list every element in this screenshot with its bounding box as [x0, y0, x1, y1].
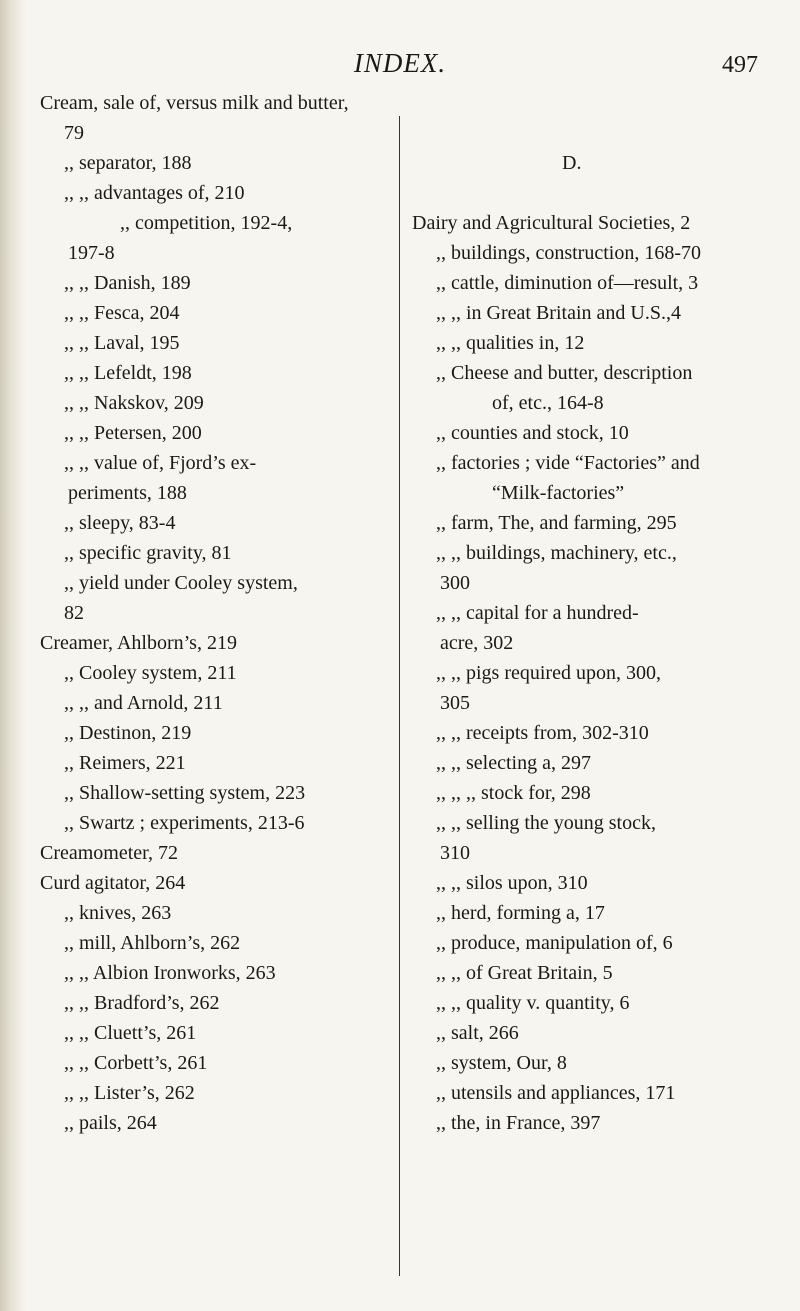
index-entry [412, 748, 762, 778]
index-entry [40, 658, 390, 688]
index-entry-text: ,, knives, 263 [64, 902, 172, 924]
index-entry-text: ,, ,, selling the young stock, [436, 812, 656, 834]
index-entry [40, 688, 390, 718]
index-entry [40, 1048, 390, 1078]
index-entry-text: ,, Destinon, 219 [64, 722, 192, 744]
index-entry-text: ,, ,, Laval, 195 [64, 332, 180, 354]
index-entry-text: ,, factories ; vide “Factories” and [436, 452, 700, 474]
index-entry [412, 598, 762, 628]
index-entry [40, 928, 390, 958]
index-entry [40, 868, 390, 898]
index-entry [40, 508, 390, 538]
index-entry [412, 538, 762, 568]
index-entry [412, 448, 762, 478]
index-entry-text: ,, the, in France, 397 [436, 1112, 601, 1134]
index-entry [412, 388, 762, 418]
index-entry-text: ,, Reimers, 221 [64, 752, 186, 774]
index-entry-text: ,, ,, Danish, 189 [64, 272, 191, 294]
index-entry-text: ,, sleepy, 83-4 [64, 512, 176, 534]
index-entry [412, 568, 762, 598]
index-entry [412, 478, 762, 508]
index-entry-text: ,, ,, Lefeldt, 198 [64, 362, 192, 384]
index-entry-text: “Milk-factories” [492, 482, 625, 504]
index-entry-text: ,, ,, and Arnold, 211 [64, 692, 223, 714]
index-column-left [40, 88, 390, 1138]
index-entry [412, 868, 762, 898]
index-entry-text: ,, salt, 266 [436, 1022, 519, 1044]
index-entry-text: ,, yield under Cooley system, [64, 572, 298, 594]
index-entry [412, 298, 762, 328]
index-entry-text: ,, ,, Albion Ironworks, 263 [64, 962, 276, 984]
index-entry [40, 208, 390, 238]
index-entry [412, 178, 762, 208]
index-entry [412, 958, 762, 988]
index-entry-text: ,, Shallow-setting system, 223 [64, 782, 306, 804]
index-entry [412, 988, 762, 1018]
index-entry [40, 568, 390, 598]
index-entry [40, 1018, 390, 1048]
index-entry [40, 178, 390, 208]
index-entry [40, 778, 390, 808]
index-entry [40, 748, 390, 778]
index-entry [40, 538, 390, 568]
index-entry-text: ,, ,, Corbett’s, 261 [64, 1052, 208, 1074]
index-entry-text: periments, 188 [68, 482, 187, 504]
index-entry-text: Creamer, Ahlborn’s, 219 [40, 632, 237, 654]
index-entry-text: Creamometer, 72 [40, 842, 179, 864]
index-entry [40, 238, 390, 268]
index-entry-text: 82 [64, 602, 84, 624]
index-column-right [412, 88, 762, 1138]
index-entry [40, 1078, 390, 1108]
index-entry-text: ,, mill, Ahlborn’s, 262 [64, 932, 241, 954]
index-entry-text: ,, farm, The, and farming, 295 [436, 512, 677, 534]
index-entry [412, 238, 762, 268]
index-entry-text: ,, ,, advantages of, 210 [64, 182, 245, 204]
index-entry-text: ,, buildings, construction, 168-70 [436, 242, 701, 264]
page-title: INDEX. [353, 48, 447, 78]
index-entry [40, 358, 390, 388]
index-entry-text: 79 [64, 122, 84, 144]
index-entry [412, 328, 762, 358]
index-entry-text: ,, counties and stock, 10 [436, 422, 629, 444]
index-entry-text: ,, ,, Lister’s, 262 [64, 1082, 195, 1104]
index-entry [412, 208, 762, 238]
index-entry [412, 1108, 762, 1138]
index-entry [40, 988, 390, 1018]
column-divider [399, 116, 400, 1276]
index-entry [40, 88, 390, 118]
index-entry-text: ,, separator, 188 [64, 152, 192, 174]
index-entry-text: ,, Swartz ; experiments, 213-6 [64, 812, 305, 834]
index-entry-text: ,, ,, capital for a hundred- [436, 602, 639, 624]
index-entry [412, 418, 762, 448]
index-entry [412, 808, 762, 838]
index-entry [40, 148, 390, 178]
index-entry-text: ,, herd, forming a, 17 [436, 902, 605, 924]
index-entry [40, 118, 390, 148]
index-entry-text: ,, ,, pigs required upon, 300, [436, 662, 661, 684]
index-entry-text: 197-8 [68, 242, 115, 264]
index-entry-text: ,, ,, ,, stock for, 298 [436, 782, 591, 804]
index-entry [40, 388, 390, 418]
index-entry-text: ,, produce, manipulation of, 6 [436, 932, 673, 954]
index-entry [412, 718, 762, 748]
index-entry-text: ,, cattle, diminution of—result, 3 [436, 272, 699, 294]
index-entry-text: ,, ,, silos upon, 310 [436, 872, 588, 894]
index-entry-text: ,, ,, quality v. quantity, 6 [436, 992, 630, 1014]
index-entry-text: ,, ,, value of, Fjord’s ex- [64, 452, 257, 474]
page-edge-shadow [0, 0, 26, 1311]
index-entry [40, 418, 390, 448]
index-entry-text: Curd agitator, 264 [40, 872, 186, 894]
index-entry [412, 508, 762, 538]
index-entry-text: Dairy and Agricultural Societies, 2 [412, 212, 691, 234]
index-entry-text: ,, ,, Cluett’s, 261 [64, 1022, 197, 1044]
page-number: 497 [722, 52, 758, 78]
index-entry [40, 328, 390, 358]
index-entry [412, 358, 762, 388]
index-entry-text: D. [562, 152, 582, 174]
index-entry-text: ,, system, Our, 8 [436, 1052, 567, 1074]
index-entry-text: 305 [440, 692, 470, 714]
index-entry-text: ,, ,, selecting a, 297 [436, 752, 591, 774]
index-entry [412, 1048, 762, 1078]
index-entry-text: of, etc., 164-8 [492, 392, 604, 414]
index-entry-text: ,, pails, 264 [64, 1112, 157, 1134]
index-entry [40, 478, 390, 508]
index-entry [412, 688, 762, 718]
index-entry [412, 148, 762, 178]
index-entry [40, 298, 390, 328]
index-entry [412, 628, 762, 658]
index-entry-text: ,, ,, buildings, machinery, etc., [436, 542, 677, 564]
index-entry [40, 268, 390, 298]
index-entry-text: Cream, sale of, versus milk and butter, [40, 92, 349, 114]
index-entry-text: ,, competition, 192-4, [120, 212, 293, 234]
index-entry-text: ,, Cheese and butter, description [436, 362, 693, 384]
index-entry [412, 898, 762, 928]
index-entry [412, 1078, 762, 1108]
index-entry-text: ,, ,, in Great Britain and U.S.,4 [436, 302, 681, 324]
index-entry [412, 928, 762, 958]
index-entry [412, 658, 762, 688]
index-entry-text: 300 [440, 572, 470, 594]
index-entry-text: ,, ,, Bradford’s, 262 [64, 992, 220, 1014]
index-entry [40, 628, 390, 658]
index-entry-text: ,, ,, Petersen, 200 [64, 422, 202, 444]
index-entry-text: ,, ,, Fesca, 204 [64, 302, 180, 324]
index-entry-text: ,, ,, Nakskov, 209 [64, 392, 204, 414]
index-entry [40, 898, 390, 928]
index-entry [412, 838, 762, 868]
index-entry [412, 1018, 762, 1048]
index-entry [40, 958, 390, 988]
index-entry [412, 268, 762, 298]
index-entry [40, 598, 390, 628]
index-entry-text: ,, ,, qualities in, 12 [436, 332, 585, 354]
index-entry-text: ,, Cooley system, 211 [64, 662, 237, 684]
index-entry-text: 310 [440, 842, 470, 864]
index-entry [412, 118, 762, 148]
index-entry [40, 1108, 390, 1138]
index-entry [40, 448, 390, 478]
index-entry-text: ,, specific gravity, 81 [64, 542, 232, 564]
index-entry-text: acre, 302 [440, 632, 514, 654]
index-entry [40, 808, 390, 838]
index-entry-text: ,, ,, of Great Britain, 5 [436, 962, 613, 984]
index-entry [412, 778, 762, 808]
index-entry-text: ,, ,, receipts from, 302-310 [436, 722, 649, 744]
index-entry [40, 838, 390, 868]
index-entry [40, 718, 390, 748]
index-entry [412, 88, 762, 118]
index-entry-text: ,, utensils and appliances, 171 [436, 1082, 676, 1104]
